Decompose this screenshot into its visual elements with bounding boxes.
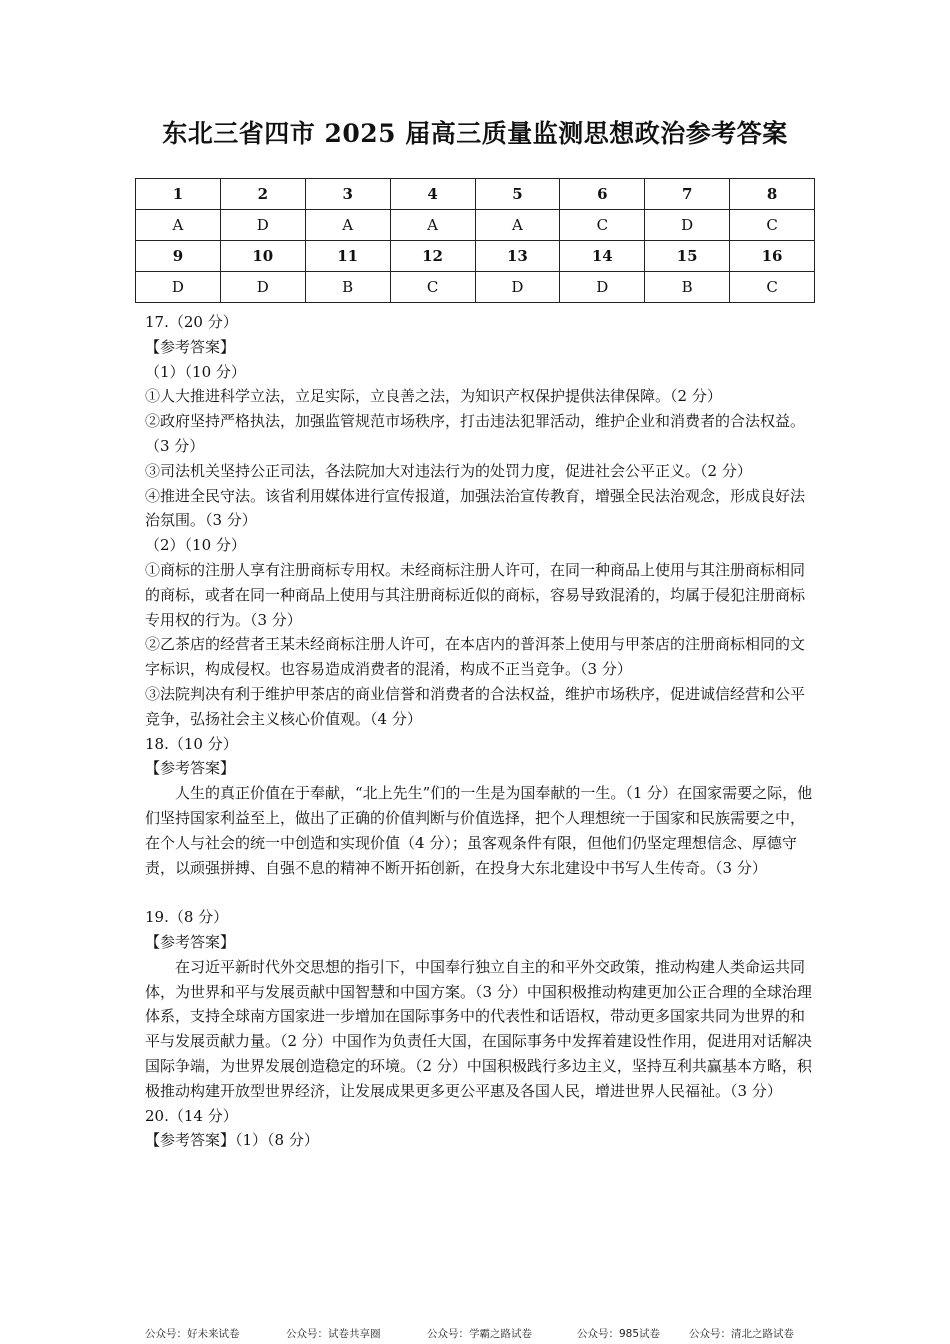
question-number-cell: 12: [390, 241, 475, 272]
question-number-cell: 16: [730, 241, 815, 272]
answer-cell: A: [305, 210, 390, 241]
q20-header: 20.（14 分）: [145, 1106, 238, 1125]
q17-part1-point-1: ①人大推进科学立法，立足实际，立良善之法，为知识产权保护提供法律保障。（2 分）: [145, 387, 722, 406]
q17-part2-point-2: ②乙茶店的经营者王某未经商标注册人许可，在本店内的普洱茶上使用与甲茶店的注册商标相同的文字标识，构成侵权。也容易造成消费者的混淆，构成不正当竞争。（3 分）: [145, 635, 806, 679]
question-number-cell: 14: [560, 241, 645, 272]
q17-part1-point-4: ④推进全民守法。该省利用媒体进行宣传报道，加强法治宣传教育，增强全民法治观念，形成良好法治氛围。（3 分）: [145, 486, 806, 530]
answer-cell: D: [475, 272, 560, 303]
footer-item: 公众号：985试卷: [577, 1328, 661, 1340]
footer-item: 公众号：清北之路试卷: [689, 1328, 794, 1340]
answer-cell: D: [645, 210, 730, 241]
q19-header: 19.（8 分）: [145, 908, 229, 927]
question-number-cell: 5: [475, 179, 560, 210]
answer-cell: C: [560, 210, 645, 241]
q17-part2-label: （2）（10 分）: [145, 536, 246, 555]
spacer: [145, 880, 813, 905]
q18-ref-label: 【参考答案】: [145, 759, 236, 778]
page-title: 东北三省四市 2025 届高三质量监测思想政治参考答案: [162, 119, 788, 148]
answer-cell: A: [390, 210, 475, 241]
q18-header: 18.（10 分）: [145, 734, 238, 753]
q17-header: 17.（20 分）: [145, 313, 238, 331]
answer-cell: B: [645, 272, 730, 303]
question-number-cell: 9: [136, 241, 221, 272]
answer-cell: A: [475, 210, 560, 241]
answer-cell: C: [390, 272, 475, 303]
footer-item: 公众号：试卷共享圈: [286, 1328, 381, 1340]
answer-cell: D: [136, 272, 221, 303]
answer-cell: C: [730, 272, 815, 303]
q18-answer: 人生的真正价值在于奉献，“北上先生”们的一生是为国奉献的一生。（1 分）在国家需要之际，他们坚持国家利益至上，做出了正确的价值判断与价值选择，把个人理想统一于国家和民族需要之中，在个人与社会的统一中创造和实现价值（4 分）；虽客观条件有限，但他们仍坚定理想信念、厚德守责，以顽强拼搏、自强不息的精神不断开拓创新，在投身大东北建设中书写人生传奇。（3 分）: [145, 784, 813, 877]
answer-cell: D: [220, 210, 305, 241]
question-number-row: [136, 179, 815, 210]
answer-row: [136, 272, 815, 303]
answer-content: [145, 310, 813, 1153]
question-number-cell: 1: [136, 179, 221, 210]
answer-cell: C: [730, 210, 815, 241]
answer-cell: B: [305, 272, 390, 303]
answer-cell: A: [136, 210, 221, 241]
question-number-cell: 6: [560, 179, 645, 210]
footer-item: 公众号：学霸之路试卷: [427, 1328, 532, 1340]
question-number-cell: 2: [220, 179, 305, 210]
answer-cell: D: [220, 272, 305, 303]
q19-ref-label: 【参考答案】: [145, 932, 236, 951]
q17-ref-label: 【参考答案】: [145, 337, 236, 356]
q17-part1-point-2: ②政府坚持严格执法，加强监管规范市场秩序，打击违法犯罪活动，维护企业和消费者的合法权益。（3 分）: [145, 412, 806, 455]
question-number-cell: 3: [305, 179, 390, 210]
question-number-cell: 15: [645, 241, 730, 272]
question-number-cell: 8: [730, 179, 815, 210]
answer-row: [136, 210, 815, 241]
question-number-cell: 7: [645, 179, 730, 210]
answer-table: [135, 178, 815, 303]
answer-cell: D: [560, 272, 645, 303]
q20-ref-label: 【参考答案】（1）（8 分）: [145, 1131, 319, 1150]
q17-part1-point-3: ③司法机关坚持公正司法，各法院加大对违法行为的处罚力度，促进社会公平正义。（2 分）: [145, 461, 752, 480]
footer-item: 公众号：好未来试卷: [145, 1328, 240, 1340]
q19-answer: 在习近平新时代外交思想的指引下，中国奉行独立自主的和平外交政策，推动构建人类命运共同体，为世界和平与发展贡献中国智慧和中国方案。（3 分）中国积极推动构建更加公正合理的全球治理体系，支持全球南方国家进一步增加在国际事务中的代表性和话语权，带动更多国家共同为世界的和平与发展贡献力量。（2 分）中国作为负责任大国，在国际事务中发挥着建设性作用，促进用对话解决国际争端，为世界发展创造稳定的环境。（2 分）中国积极践行多边主义，坚持互利共赢基本方略，积极推动构建开放型世界经济，让发展成果更多更公平惠及各国人民，增进世界人民福祉。（3 分）: [145, 957, 812, 1100]
q17-part1-label: （1）（10 分）: [145, 362, 246, 381]
question-number-cell: 13: [475, 241, 560, 272]
question-number-cell: 4: [390, 179, 475, 210]
q17-part2-point-3: ③法院判决有利于维护甲茶店的商业信誉和消费者的合法权益，维护市场秩序，促进诚信经营和公平竞争，弘扬社会主义核心价值观。（4 分）: [145, 684, 806, 728]
question-number-cell: 10: [220, 241, 305, 272]
question-number-row: [136, 241, 815, 272]
q17-part2-point-1: ①商标的注册人享有注册商标专用权。未经商标注册人许可，在同一种商品上使用与其注册商标相同的商标，或者在同一种商品上使用与其注册商标近似的商标，容易导致混淆的，均属于侵犯注册商标专用权的行为。（3 分）: [145, 560, 806, 629]
question-number-cell: 11: [305, 241, 390, 272]
